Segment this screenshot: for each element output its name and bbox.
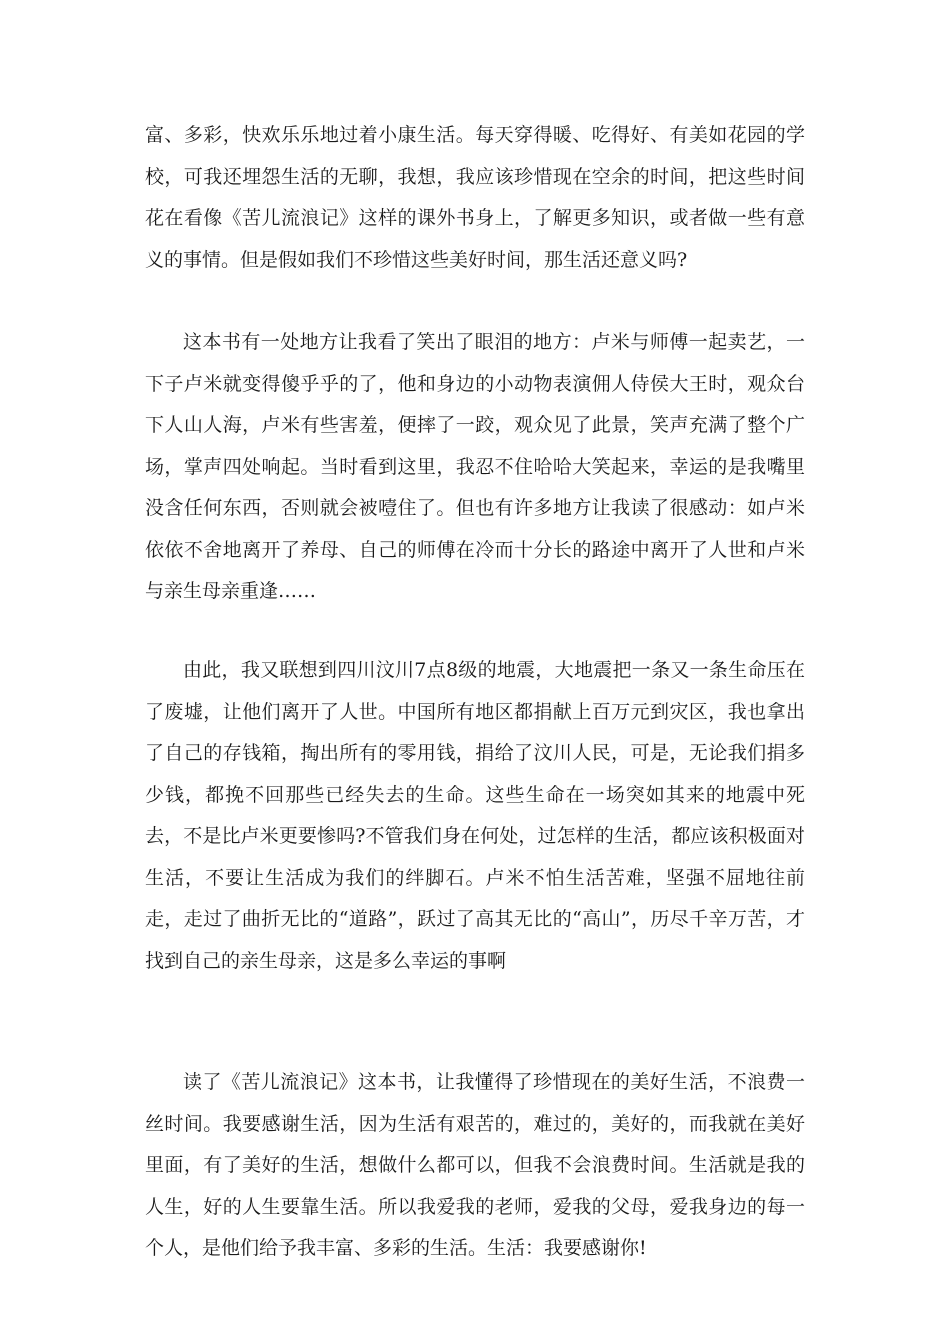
paragraph-2: 这本书有一处地方让我看了笑出了眼泪的地方：卢米与师傅一起卖艺，一下子卢米就变得傻乎乎的了，他和身边的小动物表演佣人侍侯大王时，观众台下人山人海，卢米有些害羞，便摔了一跤，观众见了此景，笑声充满了整个广场，掌声四处响起。当时看到这里，我忍不住哈哈大笑起来，幸运的是我嘴里没含任何东西，否则就会被噎住了。但也有许多地方让我读了很感动：如卢米依依不舍地离开了养母、自己的师傅在冷而十分长的路途中离开了人世和卢米与亲生母亲重逢…… (145, 331, 805, 602)
paragraph-4: 读了《苦儿流浪记》这本书，让我懂得了珍惜现在的美好生活，不浪费一丝时间。我要感谢生活，因为生活有艰苦的，难过的，美好的，而我就在美好里面，有了美好的生活，想做什么都可以，但我不会浪费时间。生活就是我的人生，好的人生要靠生活。所以我爱我的老师，爱我的父母，爱我身边的每一个人，是他们给予我丰富、多彩的生活。生活：我要感谢你! (145, 1071, 805, 1259)
paragraph-1: 富、多彩，快欢乐乐地过着小康生活。每天穿得暖、吃得好、有美如花园的学校，可我还埋怨生活的无聊，我想，我应该珍惜现在空余的时间，把这些时间花在看像《苦儿流浪记》这样的课外书身上，了解更多知识，或者做一些有意义的事情。但是假如我们不珍惜这些美好时间，那生活还意义吗? (145, 124, 805, 271)
paragraph-3: 由此，我又联想到四川汶川7点8级的地震，大地震把一条又一条生命压在了废墟，让他们离开了人世。中国所有地区都捐献上百万元到灾区，我也拿出了自己的存钱箱，掏出所有的零用钱，捐给了汶川人民，可是，无论我们捐多少钱，都挽不回那些已经失去的生命。这些生命在一场突如其来的地震中死去，不是比卢米更要惨吗?不管我们身在何处，过怎样的生活，都应该积极面对生活，不要让生活成为我们的绊脚石。卢米不怕生活苦难，坚强不屈地往前走，走过了曲折无比的“道路”，跃过了高其无比的“高山”，历尽千辛万苦，才找到自己的亲生母亲，这是多么幸运的事啊 (145, 659, 805, 972)
